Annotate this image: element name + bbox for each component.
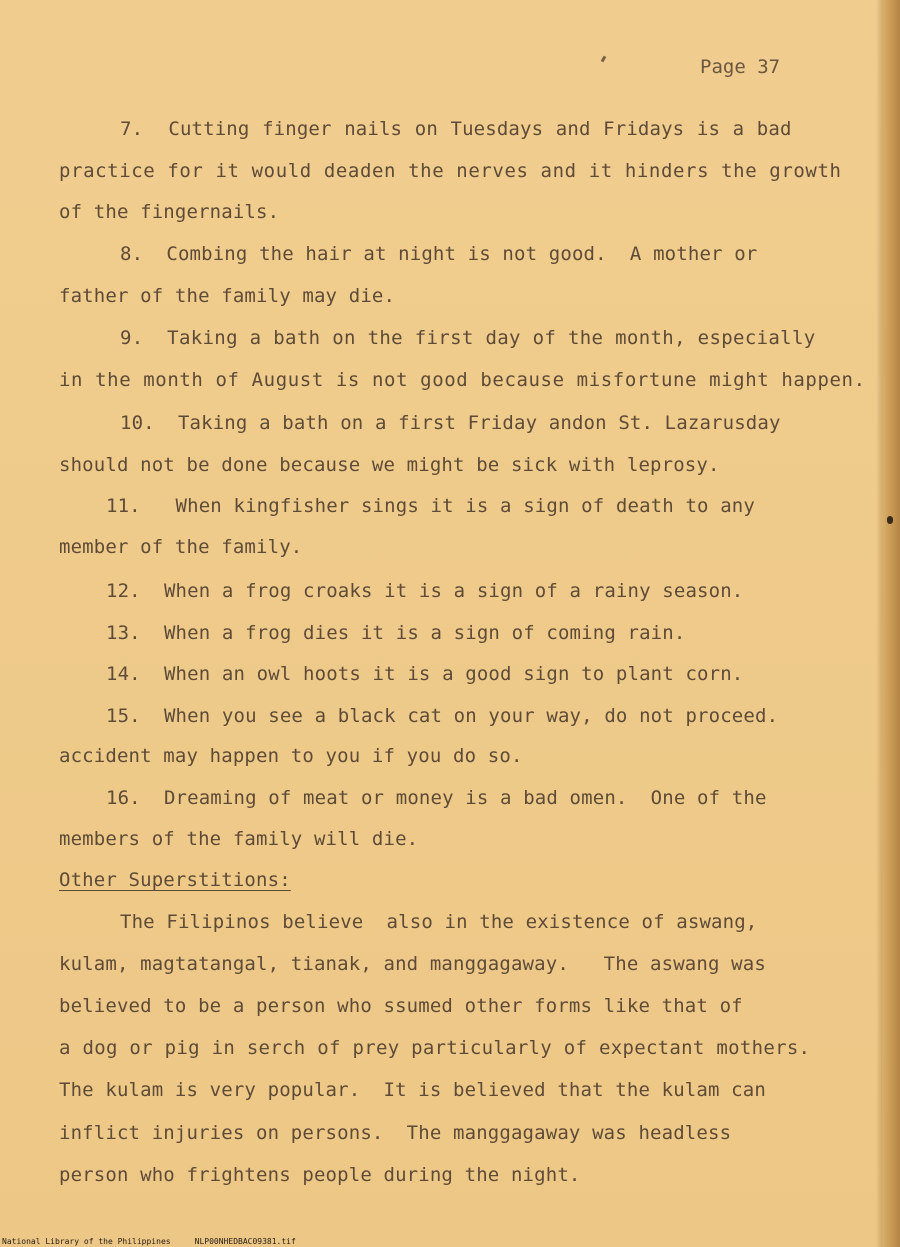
text-line: accident may happen to you if you do so. [59,745,523,767]
text-line: 7. Cutting finger nails on Tuesdays and Fridays is a bad [120,118,792,140]
text-line: father of the family may die. [59,285,396,307]
text-line: member of the family. [59,536,303,558]
page-number: Page 37 [700,56,781,78]
text-line: 14. When an owl hoots it is a good sign to plant corn. [106,663,744,685]
text-line: person who frightens people during the night. [59,1164,581,1186]
text-line: 10. Taking a bath on a first Friday andon St. Lazarusday [120,412,781,434]
text-line: 16. Dreaming of meat or money is a bad omen. One of the [106,787,767,809]
text-line: kulam, magtatangal, tianak, and manggagaway. The aswang was [59,953,766,975]
text-line: The kulam is very popular. It is believed that the kulam can [59,1079,766,1101]
text-line: The Filipinos believe also in the existence of aswang, [120,911,758,933]
text-line: members of the family will die. [59,828,419,850]
text-line: believed to be a person who ssumed other forms like that of [59,995,743,1017]
text-line: 11. When kingfisher sings it is a sign of death to any [106,495,755,517]
text-line: 15. When you see a black cat on your way, do not proceed. [106,705,779,727]
section-heading: Other Superstitions: [59,869,291,891]
text-line: 9. Taking a bath on the first day of the month, especially [120,327,816,349]
text-line: a dog or pig in serch of prey particularly of expectant mothers. [59,1037,811,1059]
text-line: 13. When a frog dies it is a sign of coming rain. [106,622,686,644]
page-edge [882,0,900,1247]
text-line: practice for it would deaden the nerves and it hinders the growth [59,160,842,182]
scan-footer: National Library of the Philippines NLP00NHEDBAC09381.tif [2,1237,296,1246]
text-line: of the fingernails. [59,201,280,223]
ink-mark [601,56,607,63]
text-line: in the month of August is not good because misfortune might happen. [59,369,866,391]
text-line: 8. Combing the hair at night is not good. A mother or [120,243,758,265]
binding-hole [887,516,893,524]
text-line: 12. When a frog croaks it is a sign of a rainy season. [106,580,744,602]
text-line: inflict injuries on persons. The manggagaway was headless [59,1122,732,1144]
text-line: should not be done because we might be sick with leprosy. [59,454,720,476]
